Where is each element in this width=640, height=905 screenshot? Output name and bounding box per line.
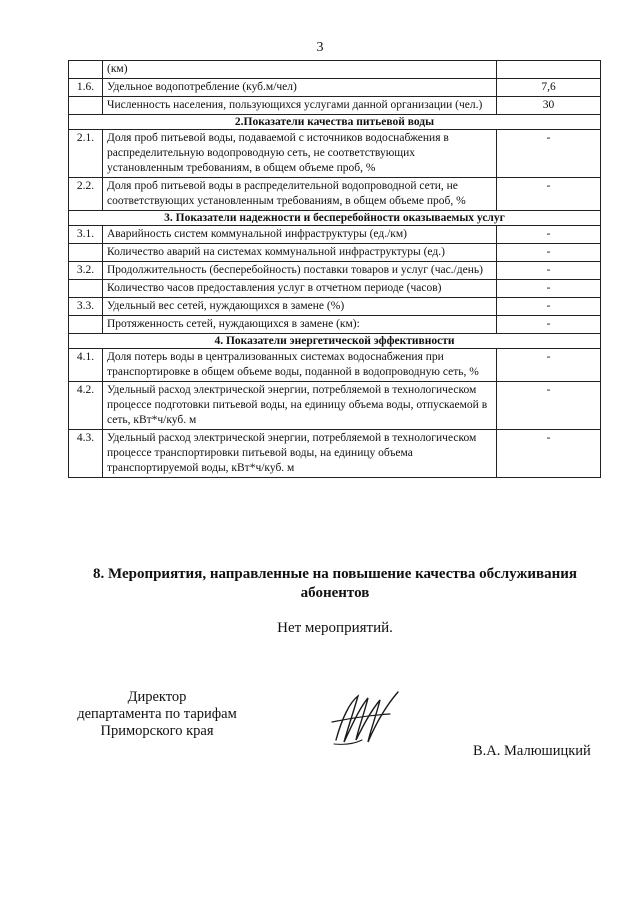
signer-position-line: департамента по тарифам: [77, 706, 237, 722]
section-header-row: [69, 334, 601, 349]
indicator-name: (км): [103, 61, 497, 79]
table-row: [69, 382, 601, 430]
indicator-name: Количество часов предоставления услуг в отчетном периоде (часов): [103, 280, 497, 298]
indicator-value: -: [497, 262, 601, 280]
indicator-value: [497, 61, 601, 79]
signer-name: В.А. Малюшицкий: [473, 743, 591, 759]
indicator-number: 1.6.: [69, 79, 103, 97]
section-header: 3. Показатели надежности и бесперебойности оказываемых услуг: [69, 211, 601, 226]
indicator-name: Доля проб питьевой воды, подаваемой с источников водоснабжения в распределительную водопроводную сеть, не соответствующих установленным требованиям, в общем объеме проб, %: [103, 130, 497, 178]
indicator-number: 3.3.: [69, 298, 103, 316]
indicator-number: [69, 280, 103, 298]
signer-position: [62, 689, 252, 740]
indicator-name: Продолжительность (бесперебойность) поставки товаров и услуг (час./день): [103, 262, 497, 280]
indicator-number: 2.2.: [69, 178, 103, 211]
indicator-name: Удельное водопотребление (куб.м/чел): [103, 79, 497, 97]
indicator-name: Удельный расход электрической энергии, потребляемой в технологическом процессе транспортировки питьевой воды, на единицу объема транспортируемой воды, кВт*ч/куб. м: [103, 430, 497, 478]
indicator-name: Протяженность сетей, нуждающихся в замене (км):: [103, 316, 497, 334]
indicator-number: 4.2.: [69, 382, 103, 430]
table-row: [69, 61, 601, 79]
indicator-number: 3.2.: [69, 262, 103, 280]
indicator-number: 3.1.: [69, 226, 103, 244]
indicators-table-body: [69, 61, 601, 478]
indicator-value: 30: [497, 97, 601, 115]
indicator-value: -: [497, 226, 601, 244]
indicator-value: -: [497, 280, 601, 298]
indicator-value: -: [497, 244, 601, 262]
indicator-value: -: [497, 349, 601, 382]
indicator-value: -: [497, 316, 601, 334]
handwritten-signature: [328, 688, 416, 748]
section-header: 4. Показатели энергетической эффективности: [69, 334, 601, 349]
indicator-number: 2.1.: [69, 130, 103, 178]
indicator-number: [69, 244, 103, 262]
table-row: [69, 280, 601, 298]
table-row: [69, 178, 601, 211]
table-row: [69, 226, 601, 244]
signer-position-line: Приморского края: [100, 723, 214, 739]
table-row: [69, 130, 601, 178]
indicator-value: -: [497, 298, 601, 316]
indicator-name: Количество аварий на системах коммунальной инфраструктуры (ед.): [103, 244, 497, 262]
indicators-table: [68, 60, 601, 478]
table-row: [69, 244, 601, 262]
indicator-value: 7,6: [497, 79, 601, 97]
section-header: 2.Показатели качества питьевой воды: [69, 115, 601, 130]
indicator-value: -: [497, 178, 601, 211]
table-row: [69, 349, 601, 382]
indicator-name: Доля потерь воды в централизованных системах водоснабжения при транспортировке в общем объеме воды, поданной в водопроводную сеть, %: [103, 349, 497, 382]
indicator-name: Доля проб питьевой воды в распределительной водопроводной сети, не соответствующих установленным требованиям, в общем объеме проб, %: [103, 178, 497, 211]
indicator-number: [69, 97, 103, 115]
section-8-text: Нет мероприятий.: [277, 620, 393, 636]
indicator-value: -: [497, 430, 601, 478]
indicator-number: 4.1.: [69, 349, 103, 382]
section-header-row: [69, 211, 601, 226]
page-number: 3: [316, 40, 324, 55]
indicator-name: Удельный вес сетей, нуждающихся в замене (%): [103, 298, 497, 316]
table-row: [69, 430, 601, 478]
indicator-name: Аварийность систем коммунальной инфраструктуры (ед./км): [103, 226, 497, 244]
signer-position-line: Директор: [127, 689, 187, 705]
indicator-name: Численность населения, пользующихся услугами данной организации (чел.): [103, 97, 497, 115]
indicator-number: [69, 61, 103, 79]
indicator-number: [69, 316, 103, 334]
indicator-name: Удельный расход электрической энергии, потребляемой в технологическом процессе подготовки питьевой воды, на единицу объема воды, отпускаемой в сеть, кВт*ч/куб. м: [103, 382, 497, 430]
table-row: [69, 298, 601, 316]
table-row: [69, 97, 601, 115]
table-row: [69, 79, 601, 97]
section-8-title: 8. Мероприятия, направленные на повышение качества обслуживания абонентов: [92, 566, 577, 601]
indicator-value: -: [497, 382, 601, 430]
indicator-number: 4.3.: [69, 430, 103, 478]
table-row: [69, 316, 601, 334]
table-row: [69, 262, 601, 280]
section-header-row: [69, 115, 601, 130]
indicator-value: -: [497, 130, 601, 178]
